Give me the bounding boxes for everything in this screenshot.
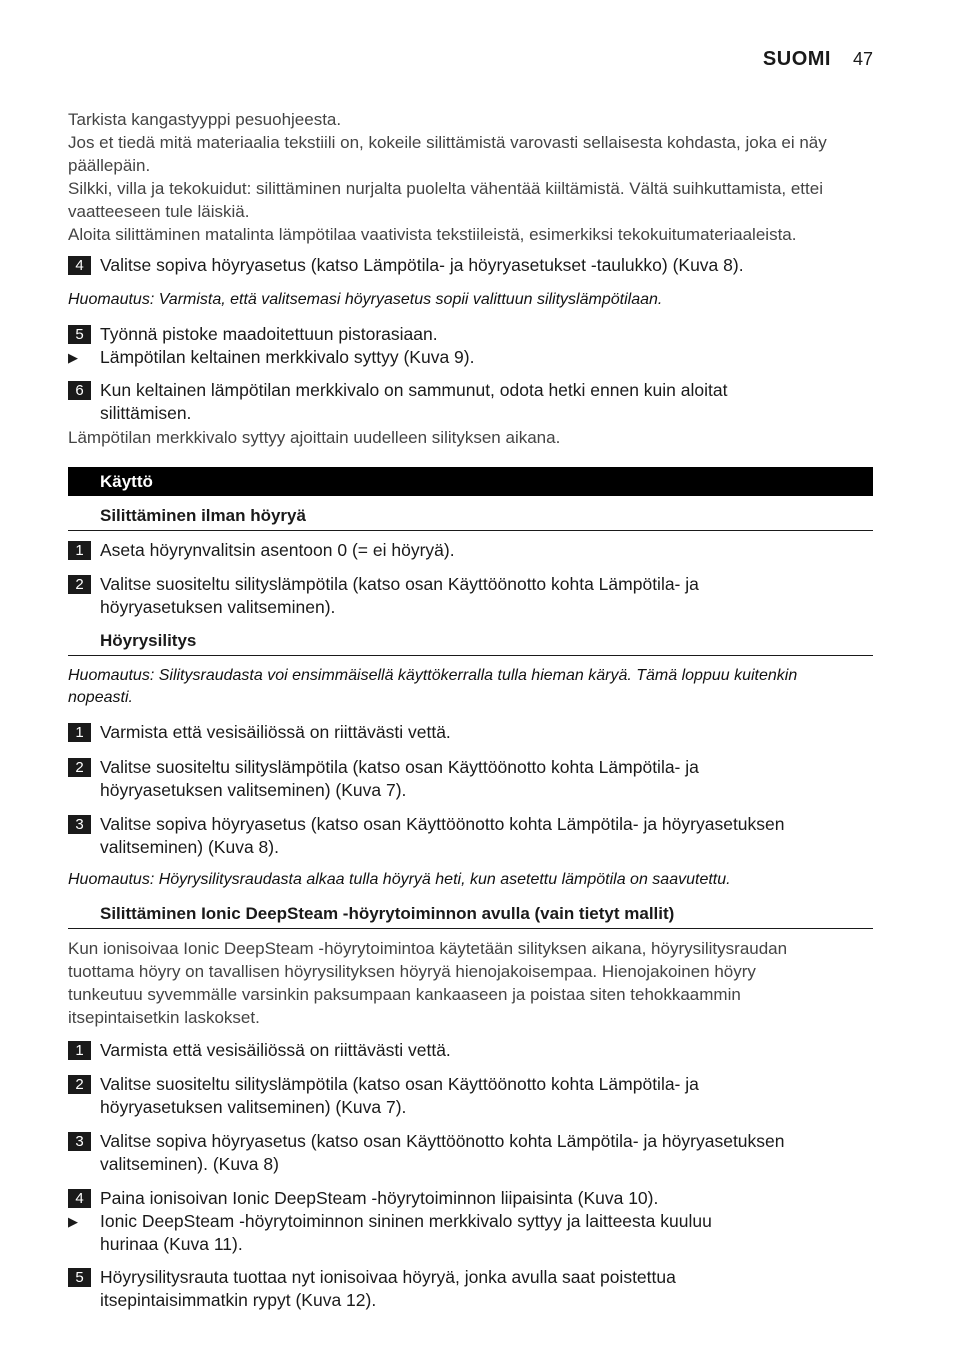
section-title: Käyttö	[100, 472, 153, 491]
ionic-step-4	[68, 1187, 873, 1210]
step-text-line: Valitse sopiva höyryasetus (katso osan Käyttöönotto kohta Lämpötila- ja höyryasetuksen	[100, 1131, 785, 1151]
ionic-step-1	[68, 1039, 873, 1062]
step-text-line: höyryasetuksen valitseminen) (Kuva 7).	[100, 1097, 407, 1117]
step-number: 1	[68, 723, 91, 742]
step-text-line: Valitse suositeltu silityslämpötila (katso osan Käyttöönotto kohta Lämpötila- ja	[100, 574, 699, 594]
result-text-line: Ionic DeepSteam -höyrytoiminnon sininen merkkivalo syttyy ja laitteesta kuuluu	[100, 1211, 712, 1231]
triangle-bullet-icon: ▶	[68, 1214, 78, 1229]
step-text-line: höyryasetuksen valitseminen) (Kuva 7).	[100, 780, 407, 800]
step-text: Varmista että vesisäiliössä on riittävästi vettä.	[100, 722, 451, 742]
page-header	[763, 48, 873, 71]
intro-line: päällepäin.	[68, 156, 151, 175]
steam-step-3	[68, 813, 873, 859]
step-text-line: Valitse suositeltu silityslämpötila (katso osan Käyttöönotto kohta Lämpötila- ja	[100, 1074, 699, 1094]
intro-line: Silkki, villa ja tekokuidut: silittäminen nurjalta puolelta vähentää kiiltämistä. Vältä suihkuttamista, ettei	[68, 179, 823, 198]
section-bar	[68, 467, 873, 496]
step-text-line: silittämisen.	[100, 403, 192, 423]
step-number: 1	[68, 1041, 91, 1060]
step-text-line: Valitse suositeltu silityslämpötila (katso osan Käyttöönotto kohta Lämpötila- ja	[100, 757, 699, 777]
ionic-step-5	[68, 1266, 873, 1312]
step-text-line: itsepintaisimmatkin rypyt (Kuva 12).	[100, 1290, 377, 1310]
note-line: Huomautus: Silitysraudasta voi ensimmäisellä käyttökerralla tulla hieman käryä. Tämä loppuu kuitenkin	[68, 667, 798, 684]
step-number: 4	[68, 1189, 91, 1208]
page-number: 47	[852, 49, 873, 69]
step-text: Paina ionisoivan Ionic DeepSteam -höyrytoiminnon liipaisinta (Kuva 10).	[100, 1188, 659, 1208]
after-step-6-text: Lämpötilan merkkivalo syttyy ajoittain uudelleen silityksen aikana.	[68, 428, 561, 447]
step-number: 1	[68, 541, 91, 560]
step-number: 3	[68, 815, 91, 834]
intro-line: Aloita silittäminen matalinta lämpötilaa vaativista tekstiileistä, esimerkiksi tekokuitumateriaaleista.	[68, 225, 797, 244]
step-text-line: Kun keltainen lämpötilan merkkivalo on sammunut, odota hetki ennen kuin aloitat	[100, 380, 728, 400]
subsection-title: Silittäminen Ionic DeepSteam -höyrytoiminnon avulla (vain tietyt mallit)	[100, 904, 675, 923]
step-text: Työnnä pistoke maadoitettuun pistorasiaan.	[100, 324, 438, 344]
subsection-title: Höyrysilitys	[100, 631, 197, 650]
step-text-line: valitseminen). (Kuva 8)	[100, 1154, 279, 1174]
note: Huomautus: Varmista, että valitsemasi höyryasetus sopii valittuun silityslämpötilaan.	[68, 291, 663, 308]
language-label: SUOMI	[762, 48, 831, 70]
step-text-line: höyryasetuksen valitseminen).	[100, 597, 336, 617]
prep-step-4	[68, 254, 873, 277]
step-text: Valitse sopiva höyryasetus (katso Lämpötila- ja höyryasetukset -taulukko) (Kuva 8).	[100, 255, 744, 275]
step-text-line: Valitse sopiva höyryasetus (katso osan Käyttöönotto kohta Lämpötila- ja höyryasetuksen	[100, 814, 785, 834]
note-line: nopeasti.	[68, 689, 133, 706]
subsection-title: Silittäminen ilman höyryä	[100, 506, 306, 525]
result-text: Lämpötilan keltainen merkkivalo syttyy (Kuva 9).	[100, 347, 475, 367]
ionic-step-2	[68, 1073, 873, 1119]
step-number: 2	[68, 1075, 91, 1094]
ionic-result-4	[68, 1210, 873, 1256]
intro-line: Tarkista kangastyyppi pesuohjeesta.	[68, 110, 342, 129]
dry-step-2	[68, 573, 873, 619]
prep-result-5	[68, 346, 873, 369]
step-number: 3	[68, 1132, 91, 1151]
subsection-heading	[68, 506, 873, 531]
intro-line: Kun ionisoivaa Ionic DeepSteam -höyrytoimintoa käytetään silityksen aikana, höyrysilitysraudan	[68, 939, 788, 958]
steam-step-1	[68, 721, 873, 744]
triangle-bullet-icon: ▶	[68, 350, 78, 365]
subsection-heading	[68, 631, 873, 656]
step-number: 5	[68, 1268, 91, 1287]
step-number: 4	[68, 256, 91, 275]
step-number: 2	[68, 575, 91, 594]
intro-line: tuottama höyry on tavallisen höyrysilityksen höyryä hienojakoisempaa. Hienojakoinen höyry	[68, 962, 756, 981]
intro-paragraph	[68, 108, 873, 246]
step-number: 6	[68, 381, 91, 400]
result-text-line: hurinaa (Kuva 11).	[100, 1234, 243, 1254]
step-text-line: Höyrysilitysrauta tuottaa nyt ionisoivaa höyryä, jonka avulla saat poistettua	[100, 1267, 676, 1287]
intro-line: Jos et tiedä mitä materiaalia tekstiili on, kokeile silittämistä varovasti sellaisesta kohdasta, joka ei näy	[68, 133, 827, 152]
note	[68, 665, 873, 709]
intro-line: itsepintaisetkin laskokset.	[68, 1008, 260, 1027]
step-text-line: valitseminen) (Kuva 8).	[100, 837, 279, 857]
subsection-heading	[68, 904, 873, 929]
ionic-intro-paragraph	[68, 937, 873, 1029]
step-number: 5	[68, 325, 91, 344]
intro-line: vaatteeseen tule läiskiä.	[68, 202, 250, 221]
step-number: 2	[68, 758, 91, 777]
steam-step-2	[68, 756, 873, 802]
step-text: Varmista että vesisäiliössä on riittävästi vettä.	[100, 1040, 451, 1060]
prep-step-6	[68, 379, 873, 425]
dry-step-1	[68, 539, 873, 562]
ionic-step-3	[68, 1130, 873, 1176]
note: Huomautus: Höyrysilitysraudasta alkaa tulla höyryä heti, kun asetettu lämpötila on saavutettu.	[68, 871, 731, 888]
intro-line: tunkeutuu syvemmälle varsinkin paksumpaan kankaaseen ja poistaa siten tehokkaammin	[68, 985, 741, 1004]
step-text: Aseta höyrynvalitsin asentoon 0 (= ei höyryä).	[100, 540, 455, 560]
prep-step-5	[68, 323, 873, 346]
